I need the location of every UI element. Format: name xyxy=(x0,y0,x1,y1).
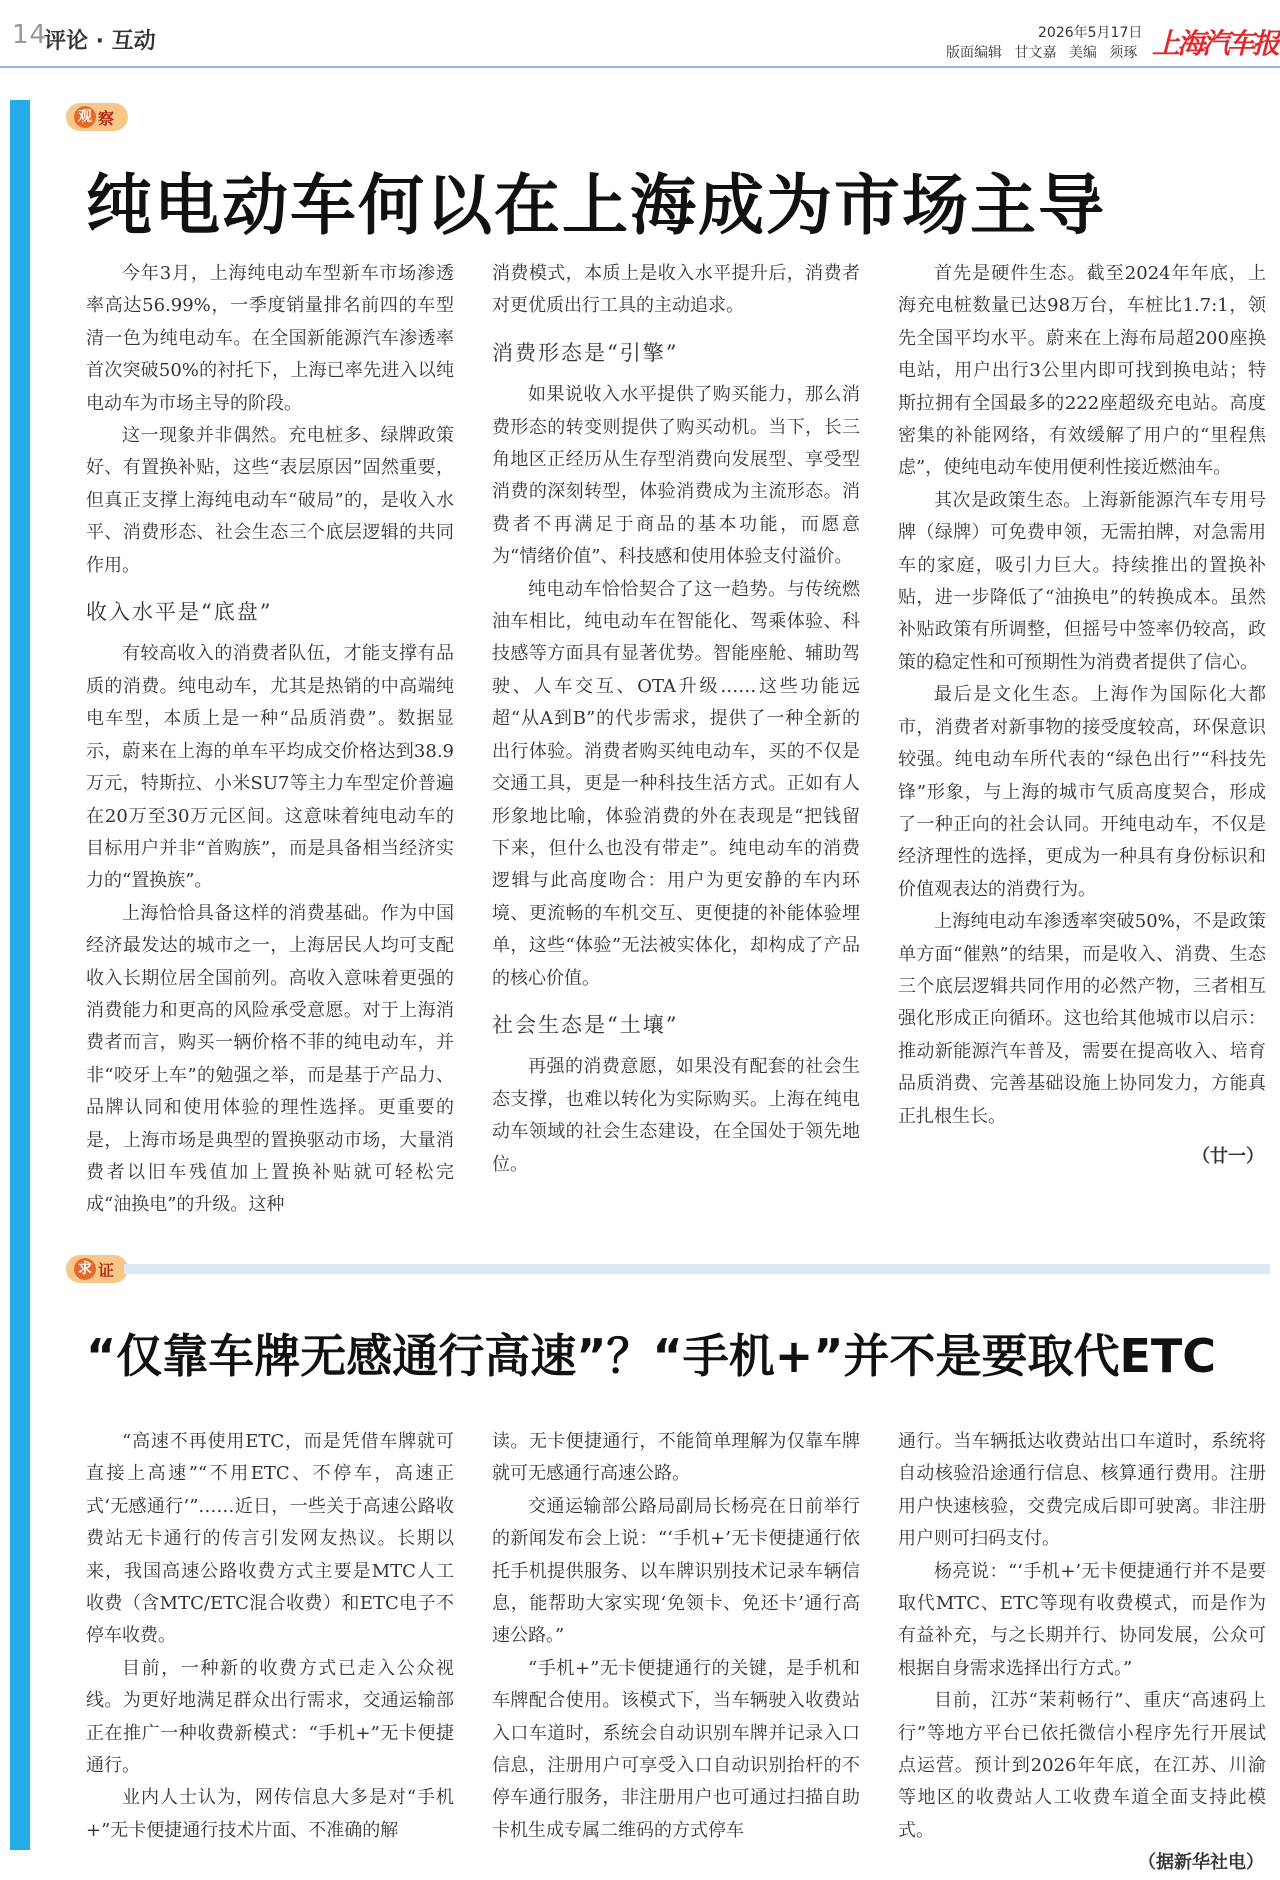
paragraph: 今年3月，上海纯电动车型新车市场渗透率高达56.99%，一季度销量排名前四的车型清一色为纯电动车。在全国新能源汽车渗透率首次突破50%的衬托下，上海已率先进入以纯电动车为市场主导的阶段。 xyxy=(86,263,454,414)
column-tag-observation xyxy=(66,103,128,131)
paragraph: 如果说收入水平提供了购买能力，那么消费形态的转变则提供了购买动机。当下，长三角地区正经历从生存型消费向发展型、享受型消费的深刻转型，体验消费成为主流形态。消费者不再满足于商品的基本功能，而愿意为“情绪价值”、科技感和使用体验支付溢价。 xyxy=(492,384,860,568)
paragraph: 上海纯电动车渗透率突破50%，不是政策单方面“催熟”的结果，而是收入、消费、生态三个底层逻辑共同作用的必然产物，三者相互强化形成正向循环。这也给其他城市以启示：推动新能源汽车普及，需要在提高收入、培育品质消费、完善基础设施上协同发力，方能真正扎根生长。 xyxy=(898,911,1266,1127)
paragraph: 目前，江苏“茉莉畅行”、重庆“高速码上行”等地方平台已依托微信小程序先行开展试点运营。预计到2026年年底，在江苏、川渝等地区的收费站人工收费车道全面支持此模式。 xyxy=(898,1690,1266,1841)
paragraph: 这一现象并非偶然。充电桩多、绿牌政策好、有置换补贴，这些“表层原因”固然重要，但真正支撑上海纯电动车“破局”的，是收入水平、消费形态、社会生态三个底层逻辑的共同作用。 xyxy=(86,425,454,576)
masthead-logo: 上海汽车报 xyxy=(1152,27,1278,60)
paragraph: 交通运输部公路局副局长杨亮在日前举行的新闻发布会上说：“‘手机+’无卡便捷通行依托手机提供服务、以车牌识别技术记录车辆信息，能帮助大家实现‘免领卡、免还卡’通行高速公路。” xyxy=(492,1495,860,1647)
article-headline: “仅靠车牌无感通行高速”？“手机+”并不是要取代ETC xyxy=(86,1329,1217,1383)
article-column xyxy=(86,258,454,1222)
tag-first-char: 求 xyxy=(74,1258,96,1280)
paragraph: 读。无卡便捷通行，不能简单理解为仅靠车牌就可无感通行高速公路。 xyxy=(492,1431,860,1485)
paragraph: “高速不再使用ETC，而是凭借车牌就可直接上高速”“不用ETC、不停车，高速正式‘无感通行’”……近日，一些关于高速公路收费站无卡通行的传言引发网友热议。长期以来，我国高速公路收费方式主要是MTC人工收费（含MTC/ETC混合收费）和ETC电子不停车收费。 xyxy=(86,1431,454,1647)
header-divider xyxy=(0,66,1280,68)
paragraph: 上海恰恰具备这样的消费基础。作为中国经济最发达的城市之一，上海居民人均可支配收入长期位居全国前列。高收入意味着更强的消费能力和更高的风险承受意愿。对于上海消费者而言，购买一辆价格不菲的纯电动车，并非“咬牙上车”的勉强之举，而是基于产品力、品牌认同和使用体验的理性选择。更重要的是，上海市场是典型的置换驱动市场，大量消费者以旧车残值加上置换补贴就可轻松完成“油换电”的升级。这种 xyxy=(86,902,454,1216)
article-column xyxy=(492,258,860,1181)
article-column xyxy=(492,1426,860,1847)
paragraph: 其次是政策生态。上海新能源汽车专用号牌（绿牌）可免费申领，无需拍牌，对急需用车的家庭，吸引力巨大。持续推出的置换补贴，进一步降低了“油换电”的转换成本。虽然补贴政策有所调整，但摇号中签率仍较高，政策的稳定性和可预期性为消费者提供了信心。 xyxy=(898,489,1266,673)
tag-rest-char: 察 xyxy=(98,108,119,128)
paragraph: 有较高收入的消费者队伍，才能支撑有品质的消费。纯电动车，尤其是热销的中高端纯电车型，本质上是一种“品质消费”。数据显示，蔚来在上海的单车平均成交价格达到38.9万元，特斯拉、小米SU7等主力车型定价普遍在20万至30万元区间。这意味着纯电动车的目标用户并非“首购族”，而是具备相当经济实力的“置换族”。 xyxy=(86,643,454,892)
publication-date: 2026年5月17日 xyxy=(1038,25,1143,41)
subheading: 社会生态是“土壤” xyxy=(492,1012,679,1037)
section-divider xyxy=(124,1264,1270,1274)
tag-rest-char: 证 xyxy=(98,1260,119,1280)
paragraph: 杨亮说：“‘手机+’无卡便捷通行并不是要取代MTC、ETC等现有收费模式，而是作为有益补充，与之长期并行、协同发展，公众可根据自身需求选择出行方式。” xyxy=(898,1560,1266,1679)
article-column xyxy=(898,258,1266,1173)
paragraph: 最后是文化生态。上海作为国际化大都市，消费者对新事物的接受度较高，环保意识较强。纯电动车所代表的“绿色出行”“科技先锋”形象，与上海的城市气质高度契合，形成了一种正向的社会认同。开纯电动车，不仅是经济理性的选择，更成为一种具有身份标识和价值观表达的消费行为。 xyxy=(898,684,1266,900)
section-title: 评论 · 互动 xyxy=(44,29,156,54)
article-column xyxy=(86,1426,454,1847)
column-tag-verify xyxy=(66,1255,128,1283)
paragraph: 目前，一种新的收费方式已走入公众视线。为更好地满足群众出行需求，交通运输部正在推广一种收费新模式：“手机+”无卡便捷通行。 xyxy=(86,1657,454,1777)
tag-first-char: 观 xyxy=(74,106,96,128)
paragraph: 首先是硬件生态。截至2024年年底，上海充电桩数量已达98万台，车桩比1.7:1，领先全国平均水平。蔚来在上海布局超200座换电站，用户出行3公里内即可找到换电站；特斯拉拥有全国最多的222座超级充电站。高度密集的补能网络，有效缓解了用户的“里程焦虑”，使纯电动车使用便利性接近燃油车。 xyxy=(898,263,1266,479)
source-byline: （据新华社电） xyxy=(1138,1852,1264,1874)
paragraph: 通行。当车辆抵达收费站出口车道时，系统将自动核验沿途通行信息、核算通行费用。注册用户快速核验，交费完成后即可驶离。非注册用户则可扫码支付。 xyxy=(898,1431,1266,1550)
page-number: 14 xyxy=(12,20,48,50)
paragraph: 再强的消费意愿，如果没有配套的社会生态支撑，也难以转化为实际购买。上海在纯电动车领域的社会生态建设，在全国处于领先地位。 xyxy=(492,1056,860,1175)
paragraph: 业内人士认为，网传信息大多是对“手机+”无卡便捷通行技术片面、不准确的解 xyxy=(86,1787,454,1841)
paragraph: 纯电动车恰恰契合了这一趋势。与传统燃油车相比，纯电动车在智能化、驾乘体验、科技感等方面具有显著优势。智能座舱、辅助驾驶、人车交互、OTA升级……这些功能远超“从A到B”的代步需求，提供了一种全新的出行体验。消费者购买纯电动车，买的不仅是交通工具，更是一种科技生活方式。正如有人形象地比喻，体验消费的外在表现是“把钱留下来，但什么也没有带走”。纯电动车的消费逻辑与此高度吻合：用户为更安静的车内环境、更流畅的车机交互、更便捷的补能体验埋单，这些“体验”无法被实体化，却构成了产品的核心价值。 xyxy=(492,578,860,989)
paragraph: “手机+”无卡便捷通行的关键，是手机和车牌配合使用。该模式下，当车辆驶入收费站入口车道时，系统会自动识别车牌并记录入口信息，注册用户可享受入口自动识别抬杆的不停车通行服务，非注册用户也可通过扫描自助卡机生成专属二维码的方式停车 xyxy=(492,1657,860,1841)
paragraph: 消费模式，本质上是收入水平提升后，消费者对更优质出行工具的主动追求。 xyxy=(492,263,860,317)
page-header xyxy=(0,0,1280,66)
author-byline: （廿一） xyxy=(1192,1145,1264,1167)
subheading: 消费形态是“引擎” xyxy=(492,340,679,365)
subheading: 收入水平是“底盘” xyxy=(86,600,273,625)
article-headline: 纯电动车何以在上海成为市场主导 xyxy=(86,167,1106,244)
side-accent-bar xyxy=(10,100,30,1850)
article-column xyxy=(898,1426,1266,1880)
editor-credits: 版面编辑 甘文嘉 美编 须琢 xyxy=(946,45,1138,61)
